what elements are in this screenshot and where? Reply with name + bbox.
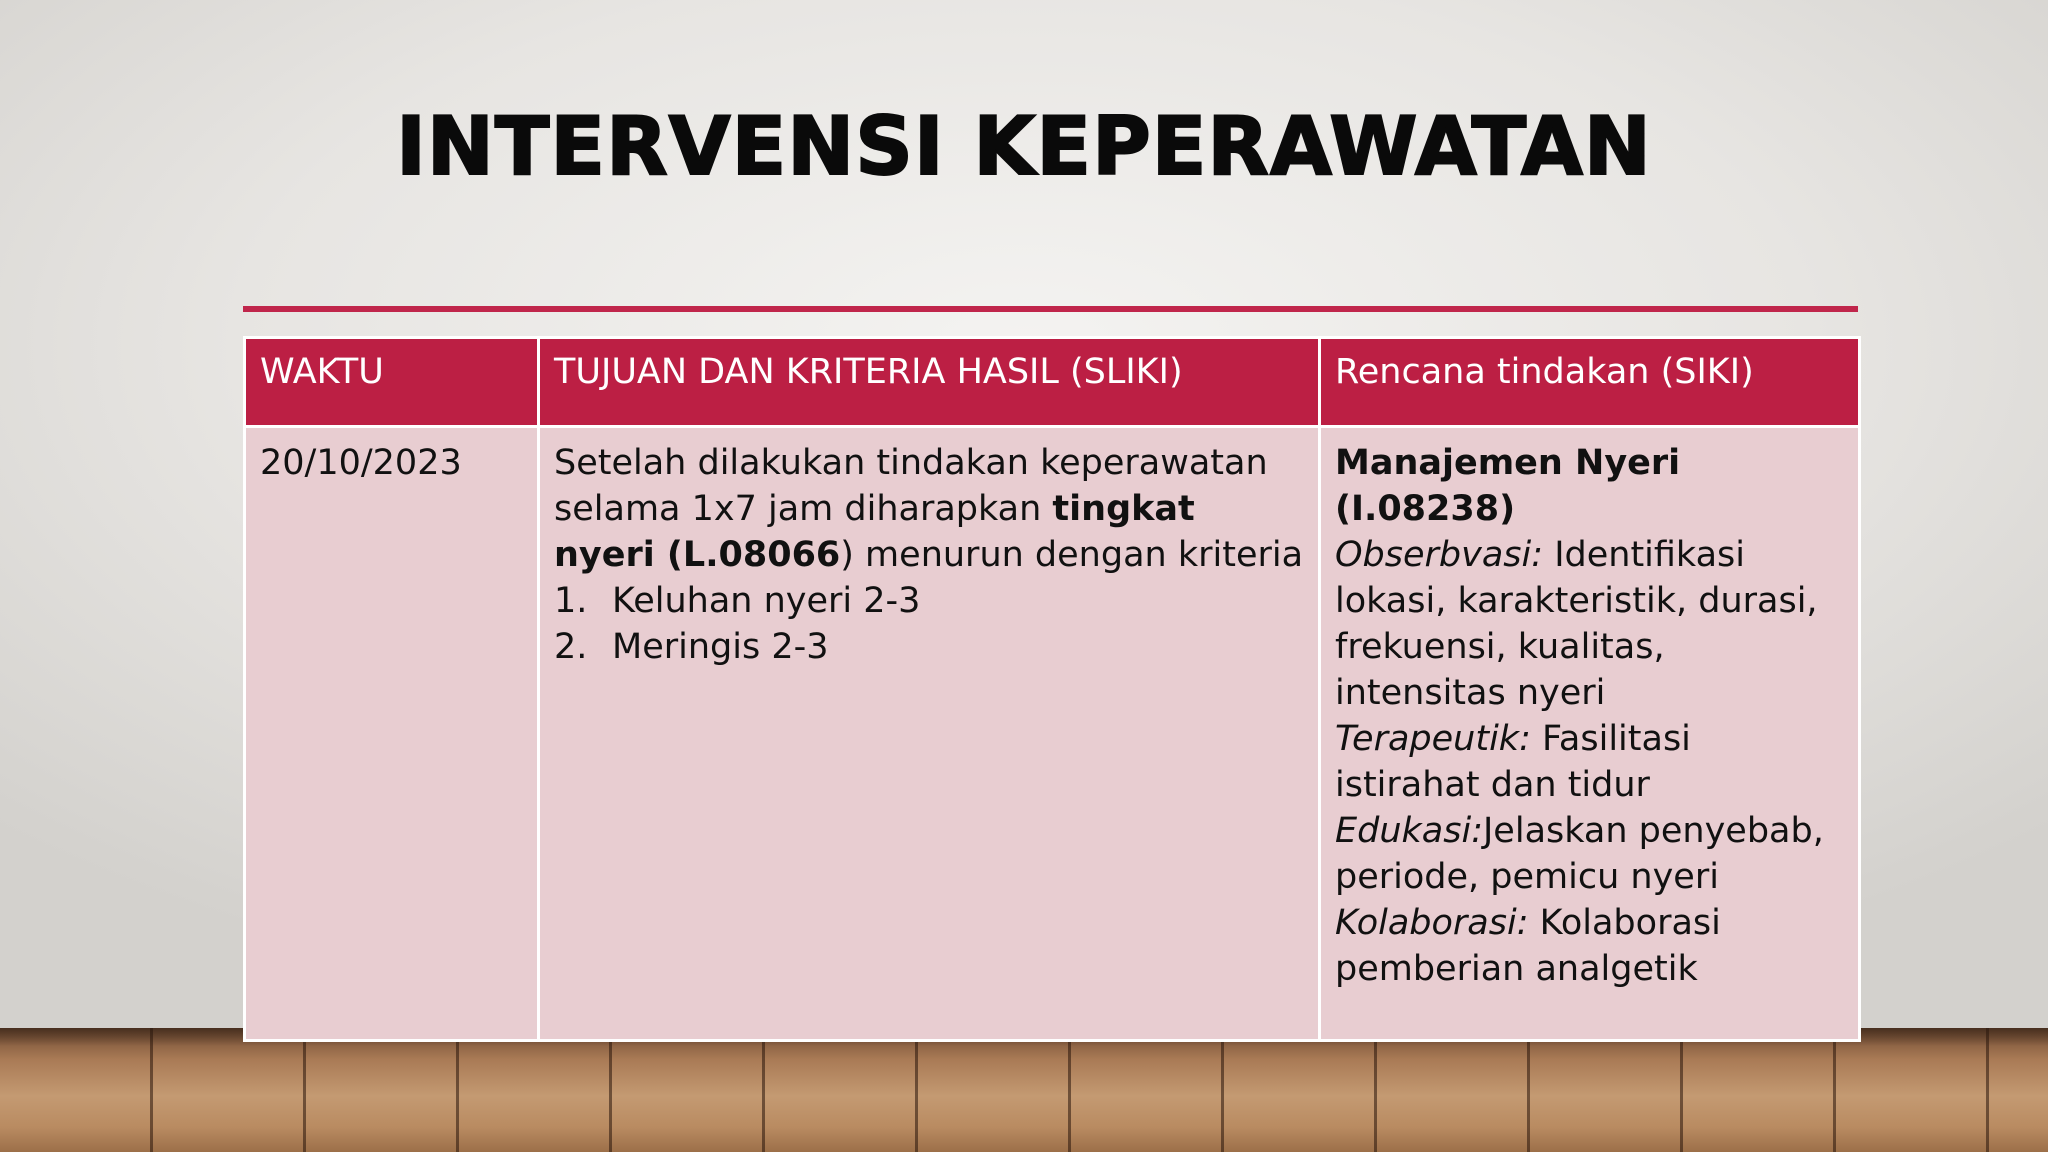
rencana-label: Obserbvasi: (1335, 535, 1544, 575)
list-item (554, 578, 1304, 624)
waktu-date: 20/10/2023 (260, 443, 462, 483)
rencana-label: Terapeutik: (1335, 719, 1531, 759)
rencana-label: Edukasi: (1335, 811, 1483, 851)
rencana-heading: Manajemen Nyeri (I.08238) (1335, 443, 1681, 529)
list-number: 1. (554, 581, 588, 621)
rencana-text: Kolaborasi pemberian analgetik (1335, 903, 1721, 989)
list-item (554, 624, 1304, 670)
header-rencana: Rencana tindakan (SIKI) (1320, 338, 1860, 427)
header-tujuan: TUJUAN DAN KRITERIA HASIL (SLIKI) (539, 338, 1320, 427)
cell-waktu (245, 427, 539, 1041)
header-waktu: WAKTU (245, 338, 539, 427)
rencana-item-edukasi (1335, 808, 1844, 900)
tujuan-paragraph (554, 440, 1304, 578)
tujuan-text-2: ) menurun dengan kriteria (840, 535, 1304, 575)
rencana-text: Identifikasi lokasi, karakteristik, durasi, frekuensi, kualitas, intensitas nyeri (1335, 535, 1818, 713)
cell-tujuan (539, 427, 1320, 1041)
slide-title: INTERVENSI KEPERAWATAN (396, 100, 1652, 193)
rencana-text: Jelaskan penyebab, periode, pemicu nyeri (1335, 811, 1824, 897)
kriteria-list (554, 578, 1304, 670)
intervention-table (243, 336, 1861, 1042)
tujuan-text-1: Setelah dilakukan tindakan keperawatan selama 1x7 jam diharapkan (554, 443, 1268, 529)
cell-rencana (1320, 427, 1860, 1041)
tujuan-bold-outcome: tingkat nyeri (L.08066 (554, 489, 1195, 575)
rencana-item-kolaborasi (1335, 900, 1844, 992)
rencana-item-terapeutik (1335, 716, 1844, 808)
rencana-label: Kolaborasi: (1335, 903, 1529, 943)
rencana-item-observasi (1335, 532, 1844, 716)
title-divider (243, 306, 1858, 312)
table-row (245, 427, 1860, 1041)
list-text: Keluhan nyeri 2-3 (612, 581, 921, 621)
list-number: 2. (554, 627, 588, 667)
rencana-text: Fasilitasi istirahat dan tidur (1335, 719, 1691, 805)
wooden-floor (0, 1028, 2048, 1152)
list-text: Meringis 2-3 (612, 627, 829, 667)
table-header-row (245, 338, 1860, 427)
